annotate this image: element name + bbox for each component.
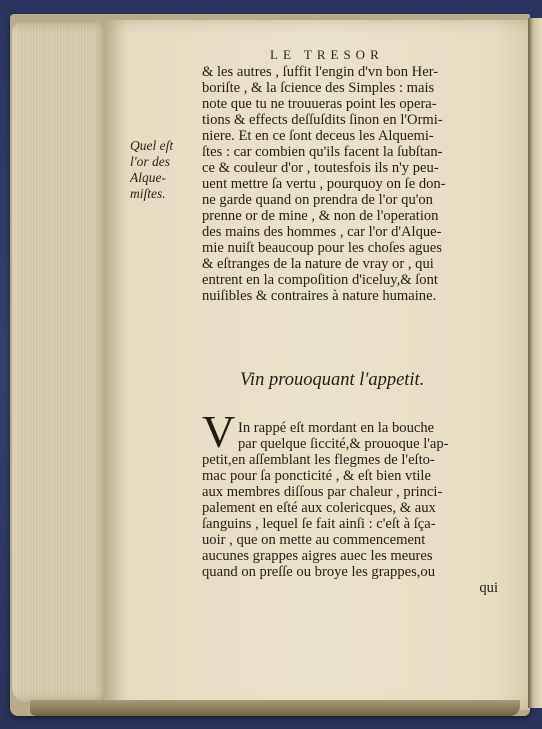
paragraph-block	[202, 420, 498, 596]
text-line: aux membres diſſous par chaleur , princi-	[202, 484, 443, 500]
text-line: par quelque ſiccité,& prouoque l'ap-	[238, 436, 449, 452]
text-line: & eſtranges de la nature de vray or , qui	[202, 256, 434, 272]
text-line: ſtes : car combien qu'ils facent la ſubſtan-	[202, 144, 443, 160]
text-line: palement en eſté aux colericques, & aux	[202, 500, 436, 516]
margin-note	[130, 138, 173, 202]
margin-note-line: Quel eſt	[130, 138, 174, 153]
text-line: niere. Et en ce ſont deceus les Alquemi-	[202, 128, 434, 144]
text-line: entrent en la compoſition d'iceluy,& ſont	[202, 272, 438, 288]
drop-cap: V	[202, 406, 236, 457]
text-line: quand on preſſe ou broye les grappes,ou	[202, 564, 436, 580]
facing-page-edge	[528, 18, 542, 708]
text-line: boriſte , & la ſcience des Simples : mais	[202, 80, 435, 96]
text-line: & les autres , ſuffit l'engin d'vn bon Her-	[202, 64, 439, 80]
text-line: nuiſibles & contraires à nature humaine.	[202, 288, 437, 304]
catchword: qui	[479, 580, 498, 596]
text-line: uoir , que on mette au commencement	[202, 532, 426, 548]
text-line: mac pour ſa poncticité , & eſt bien vtile	[202, 468, 431, 484]
text-line: des mains des hommes , car l'or d'Alque-	[202, 224, 442, 240]
running-head: LE TRESOR	[270, 47, 384, 62]
text-line: prenne or de mine , & non de l'operation	[202, 208, 439, 224]
text-line: ne garde quand on prendra de l'or qu'on	[202, 192, 433, 208]
text-line: note que tu ne trouueras point les opera-	[202, 96, 437, 112]
text-line: aucunes grappes aigres auec les meures	[202, 548, 433, 564]
text-line: petit,en aſſemblant les flegmes de l'eſto-	[202, 452, 435, 468]
text-line: mie nuiſt beaucoup pour les choſes agues	[202, 240, 442, 256]
margin-note-line: Alque-	[130, 170, 166, 185]
section-title: Vin prouoquant l'appetit.	[240, 370, 425, 390]
top-text-block	[202, 64, 446, 304]
book-bottom-edge	[30, 700, 520, 716]
text-line: tions & effects deſſuſdits ſinon en l'Ormi-	[202, 112, 443, 128]
margin-note-line: l'or des	[130, 154, 171, 169]
text-line: ſanguins , lequel ſe fait ainſi : c'eſt à ſça-	[202, 516, 436, 532]
text-line: uent mettre ſa vertu , pourquoy on ſe don-	[202, 176, 446, 192]
text-line: ce & couleur d'or , toutesfois ils n'y peu-	[202, 160, 439, 176]
text-line: In rappé eſt mordant en la bouche	[238, 420, 435, 436]
page-edges	[12, 22, 110, 702]
margin-note-line: miſtes.	[130, 186, 166, 201]
